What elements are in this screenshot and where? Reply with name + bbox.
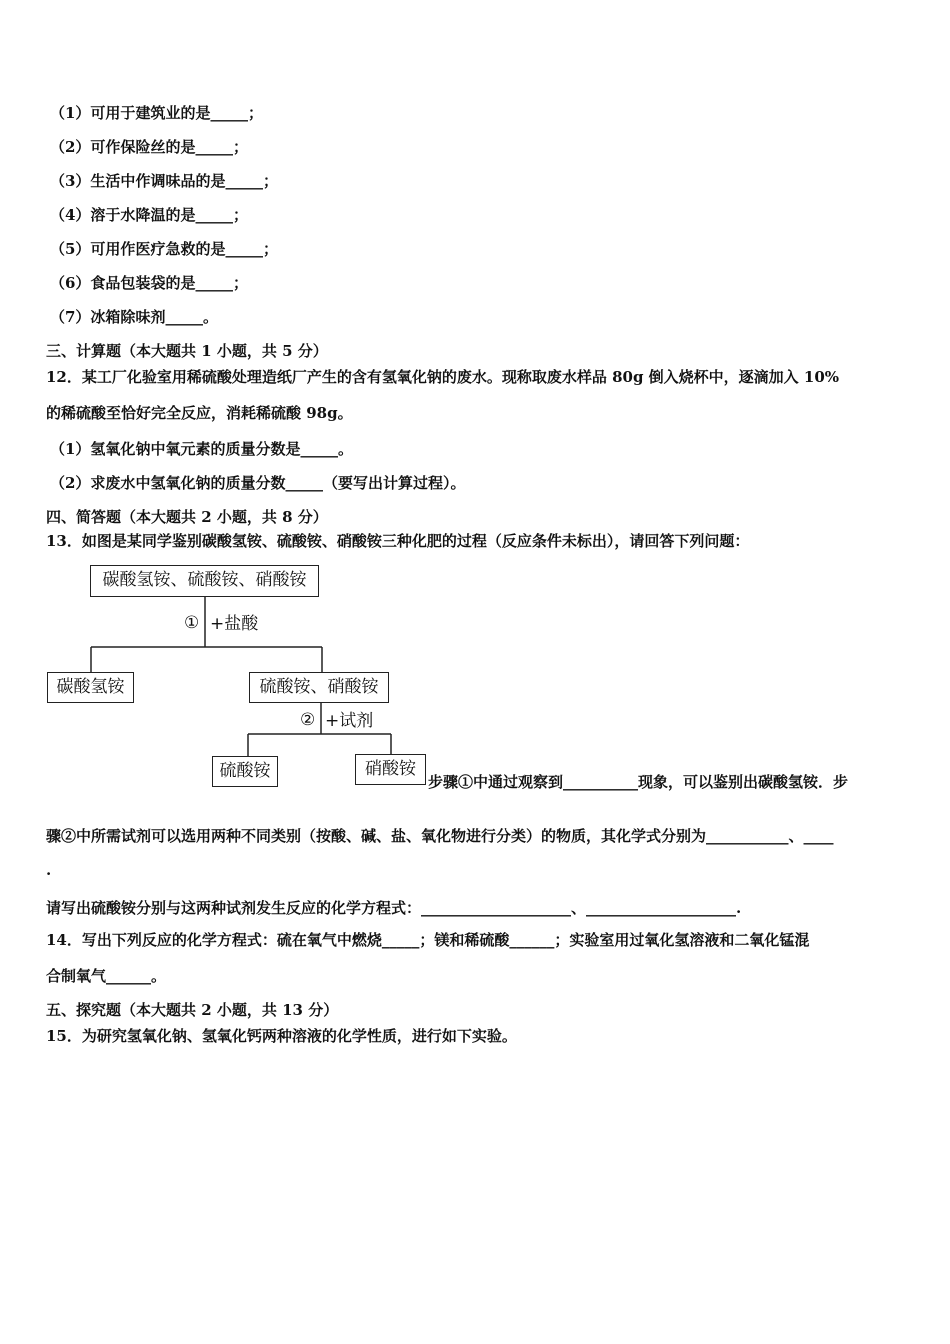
- step1-number: ①: [184, 613, 200, 633]
- step2-reagent: +试剂: [325, 711, 374, 731]
- q13-intro: 13．如图是某同学鉴别碳酸氢铵、硫酸铵、硝酸铵三种化肥的过程（反应条件未标出），请回答下列问题：: [46, 532, 750, 550]
- step2-number: ②: [300, 710, 316, 730]
- item-3: （3）生活中作调味品的是_____；: [50, 172, 278, 190]
- item-2: （2）可作保险丝的是_____；: [50, 138, 248, 156]
- box-ammonium-nitrate: 硝酸铵: [355, 754, 426, 785]
- q12-sub2: （2）求废水中氢氧化钠的质量分数_____（要写出计算过程）。: [50, 474, 466, 492]
- section5-heading: 五、探究题（本大题共 2 小题，共 13 分）: [46, 1001, 339, 1019]
- section3-heading: 三、计算题（本大题共 1 小题，共 5 分）: [46, 342, 328, 360]
- item-5: （5）可用作医疗急救的是_____；: [50, 240, 278, 258]
- q12-line2: 的稀硫酸至恰好完全反应，消耗稀硫酸 98g。: [46, 404, 353, 422]
- q13-text4: 请写出硫酸铵分别与这两种试剂发生反应的化学方程式：____________________、____________________.: [46, 899, 742, 917]
- item-4: （4）溶于水降温的是_____；: [50, 206, 248, 224]
- box-ammonium-sulfate: 硫酸铵: [212, 756, 278, 787]
- box-all-fertilizers: 碳酸氢铵、硫酸铵、硝酸铵: [90, 565, 319, 597]
- q15-text: 15．为研究氢氧化钠、氢氧化钙两种溶液的化学性质，进行如下实验。: [46, 1027, 517, 1045]
- q13-text3: .: [46, 861, 52, 879]
- step1-reagent: +盐酸: [210, 614, 259, 634]
- item-7: （7）冰箱除味剂_____。: [50, 308, 218, 326]
- section4-heading: 四、简答题（本大题共 2 小题，共 8 分）: [46, 508, 328, 526]
- box-ammonium-bicarbonate: 碳酸氢铵: [47, 672, 134, 703]
- item-1: （1）可用于建筑业的是_____；: [50, 104, 263, 122]
- q14-line1: 14．写出下列反应的化学方程式：硫在氧气中燃烧_____；镁和稀硫酸______；实验室用过氧化氢溶液和二氧化锰混: [46, 931, 810, 949]
- q12-line1: 12．某工厂化验室用稀硫酸处理造纸厂产生的含有氢氧化钠的废水。现称取废水样品 80g 倒入烧杯中，逐滴加入 10%: [46, 368, 840, 386]
- item-6: （6）食品包装袋的是_____；: [50, 274, 248, 292]
- box-sulfate-nitrate: 硫酸铵、硝酸铵: [249, 672, 389, 703]
- q13-text2: 骤②中所需试剂可以选用两种不同类别（按酸、碱、盐、氧化物进行分类）的物质，其化学式分别为___________、____: [46, 827, 834, 845]
- q12-sub1: （1）氢氧化钠中氧元素的质量分数是_____。: [50, 440, 353, 458]
- q14-line2: 合制氧气______。: [46, 967, 167, 985]
- q13-text1: 步骤①中通过观察到__________现象，可以鉴别出碳酸氢铵．步: [428, 773, 849, 791]
